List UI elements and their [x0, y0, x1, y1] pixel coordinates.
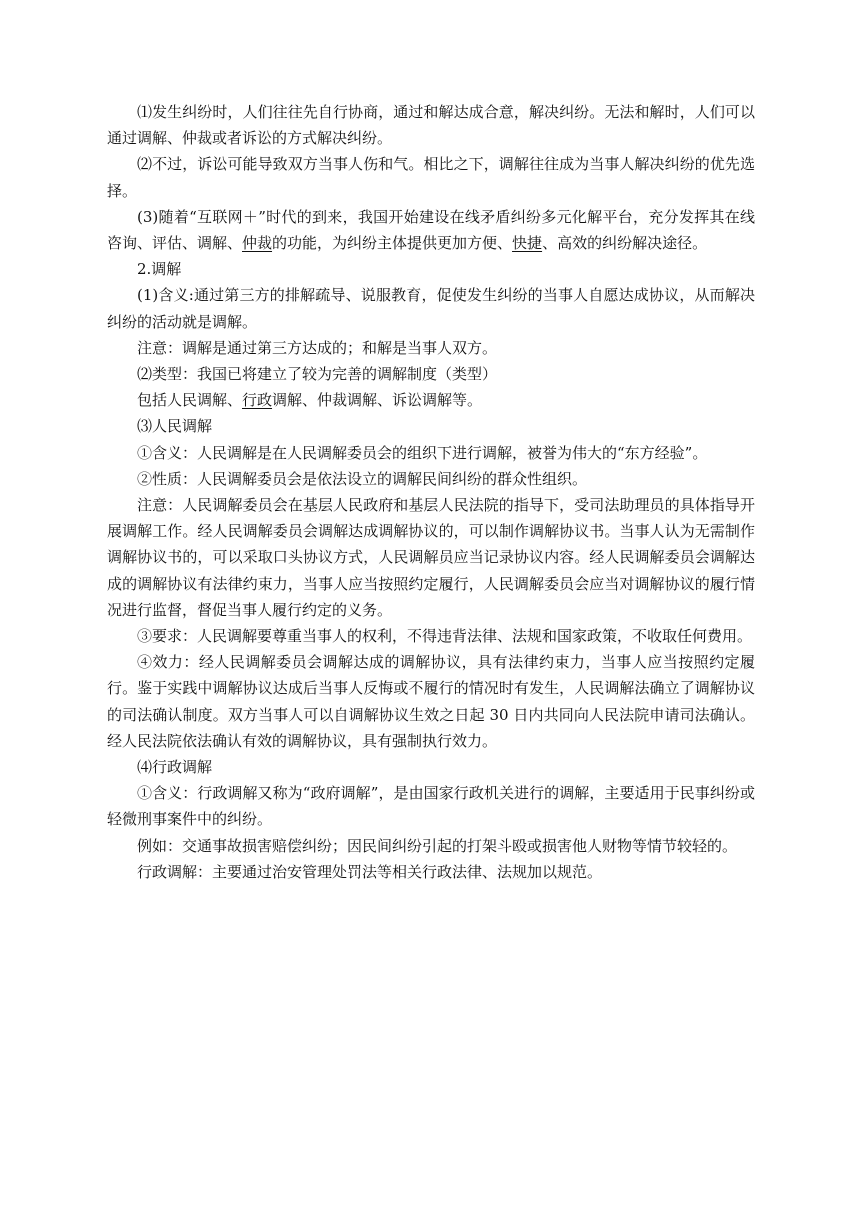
paragraph-text: ④效力：经人民调解委员会调解达成的调解协议，具有法律约束力，当事人应当按照约定履行。鉴于实践中调解协议达成后当事人反悔或不履行的情况时有发生，人民调解法确立了调解协议的司法确认制度。双方当事人可以自调解协议生效之日起 30 日内共同向人民法院申请司法确认。经人民法院依法确认有效的调解协议，具有强制执行效力。 [107, 653, 755, 750]
paragraph-text: 、高效的纠纷解决途径。 [542, 234, 708, 253]
paragraph-text: 注意：调解是通过第三方达成的；和解是当事人双方。 [137, 338, 498, 357]
heading-text: ⑷行政调解 [137, 758, 213, 777]
paragraph-types-list [107, 387, 755, 413]
subheading-administrative-mediation [107, 754, 755, 780]
paragraph-people-effect [107, 649, 755, 754]
paragraph-note-third-party [107, 335, 755, 361]
paragraph-mediation-definition [107, 282, 755, 334]
paragraph-people-note [107, 492, 755, 623]
paragraph-text: 例如：交通事故损害赔偿纠纷；因民间纠纷引起的打架斗殴或损害他人财物等情节较轻的。 [137, 836, 738, 855]
paragraph-text: ①含义：行政调解又称为“政府调解”，是由国家行政机关进行的调解，主要适用于民事纠纷或轻微刑事案件中的纠纷。 [107, 784, 755, 829]
paragraph-text: ⑵类型：我国已将建立了较为完善的调解制度（类型） [137, 365, 498, 384]
paragraph-text: (1)含义:通过第三方的排解疏导、说服教育，促使发生纠纷的当事人自愿达成协议，从而解决纠纷的活动就是调解。 [107, 286, 755, 331]
heading-text: 2.调解 [137, 260, 182, 279]
underlined-term-arbitration: 仲裁 [242, 234, 273, 253]
paragraph-text: 的功能，为纠纷主体提供更加方便、 [272, 234, 513, 253]
paragraph-text: 行政调解：主要通过治安管理处罚法等相关行政法律、法规加以规范。 [137, 862, 603, 881]
paragraph-internet-plus [107, 204, 755, 256]
paragraph-text: ⑵不过，诉讼可能导致双方当事人伤和气。相比之下，调解往往成为当事人解决纠纷的优先选择。 [107, 155, 755, 200]
subheading-people-mediation [107, 413, 755, 439]
paragraph-negotiation [107, 99, 755, 151]
paragraph-litigation [107, 151, 755, 203]
paragraph-text: 注意：人民调解委员会在基层人民政府和基层人民法院的指导下，受司法助理员的具体指导开展调解工作。经人民调解委员会调解达成调解协议的，可以制作调解协议书。当事人认为无需制作调解协议书的，可以采取口头协议方式，人民调解员应当记录协议内容。经人民调解委员会调解达成的调解协议有法律约束力，当事人应当按照约定履行，人民调解委员会应当对调解协议的履行情况进行监督，督促当事人履行约定的义务。 [107, 496, 755, 619]
paragraph-text: (3)随着“互联网＋”时代的到来，我国开始建设在线矛盾纠纷多元化解平台，充分发挥其在线咨询、评估、调解、 [107, 207, 755, 253]
paragraph-text: 调解、仲裁调解、诉讼调解等。 [272, 391, 483, 410]
heading-text: ⑶人民调解 [137, 417, 213, 436]
paragraph-people-meaning [107, 440, 755, 466]
underlined-term-fast: 快捷 [512, 234, 543, 253]
paragraph-people-requirement [107, 623, 755, 649]
document-page [107, 99, 755, 885]
paragraph-text: ①含义：人民调解是在人民调解委员会的组织下进行调解，被誉为伟大的“东方经验”。 [137, 443, 708, 462]
paragraph-text: ⑴发生纠纷时，人们往往先自行协商，通过和解达成合意，解决纠纷。无法和解时，人们可以通过调解、仲裁或者诉讼的方式解决纠纷。 [107, 103, 755, 148]
paragraph-administrative-example [107, 833, 755, 859]
paragraph-text: 包括人民调解、 [137, 391, 243, 410]
paragraph-types [107, 361, 755, 387]
paragraph-administrative-meaning [107, 780, 755, 832]
paragraph-administrative-regulation [107, 859, 755, 885]
underlined-term-administrative: 行政 [242, 391, 273, 410]
paragraph-text: ③要求：人民调解要尊重当事人的权利，不得违背法律、法规和国家政策，不收取任何费用。 [137, 627, 753, 646]
paragraph-text: ②性质：人民调解委员会是依法设立的调解民间纠纷的群众性组织。 [137, 469, 588, 488]
paragraph-people-nature [107, 466, 755, 492]
section-heading-mediation [107, 256, 755, 282]
